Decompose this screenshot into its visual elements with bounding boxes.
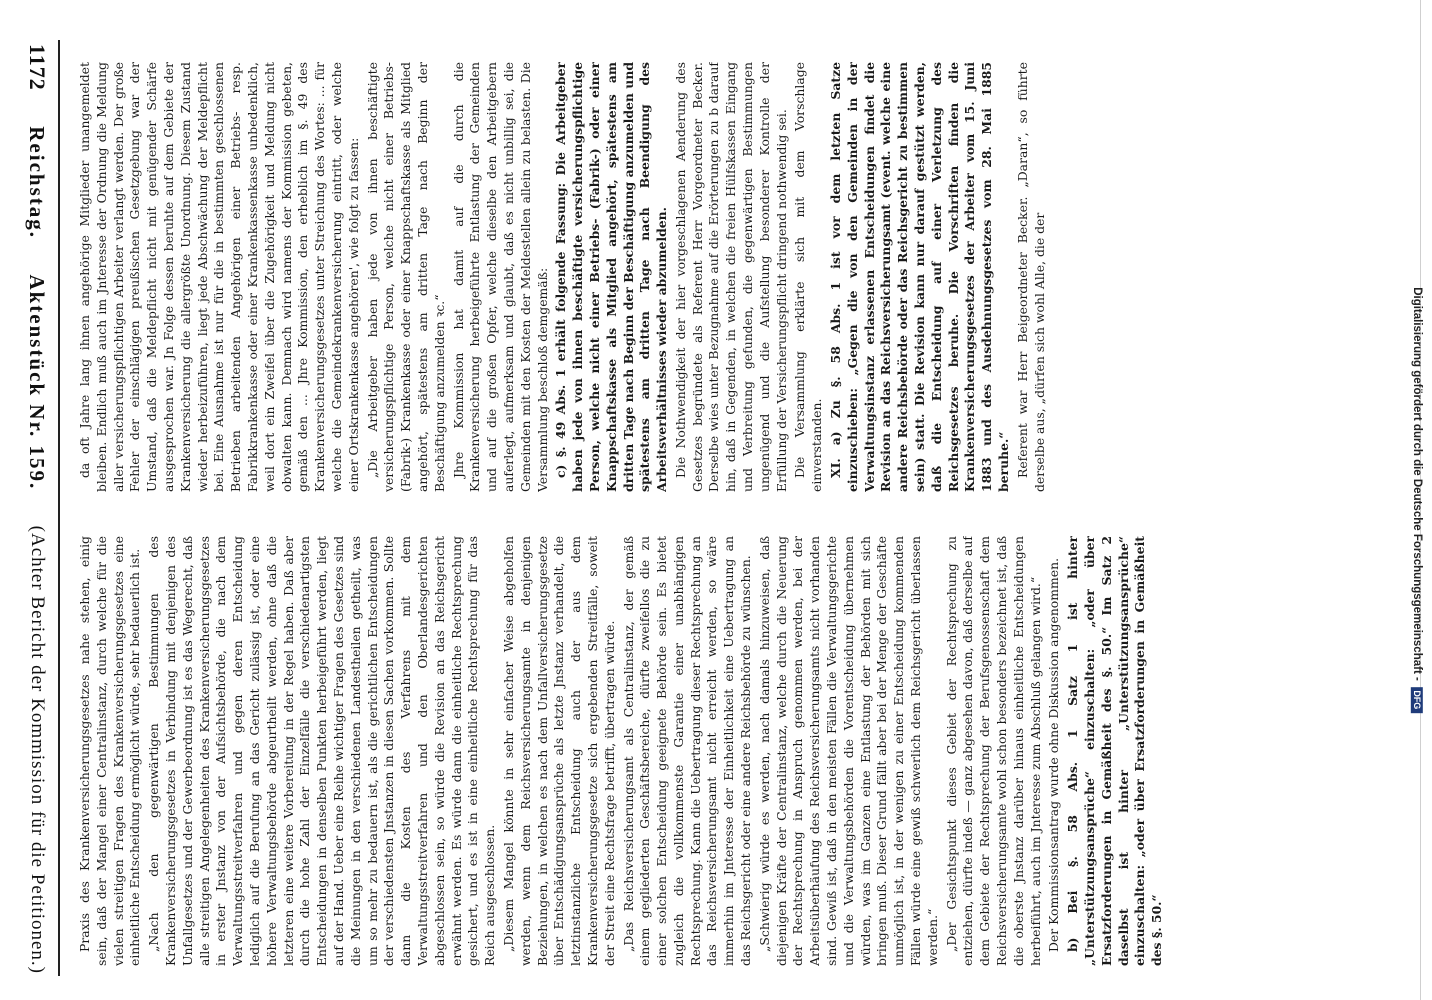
digitization-credit — [1402, 0, 1432, 1000]
paragraph: „Diesem Mangel könnte in sehr einfacher Weise abgeholfen werden, wenn dem Reichsversicherungsamte in denjenigen Beziehungen, in welchen es nach dem Unfallversicherungsgesetze über Entschädigungsansprüche als letzte Jnstanz verhandelt, die letztinstanzliche Entscheidung auch der aus dem Krankenversicherungsgesetze sich ergebenden Streitfälle, soweit der Streit eine Rechtsfrage betrifft, übertragen würde. — [500, 536, 617, 966]
paragraph: Der Kommissionsantrag wurde ohne Diskussion angenommen. — [1046, 557, 1062, 952]
right-text-column — [77, 536, 1412, 966]
paragraph: „Der Gesichtspunkt dieses Gebiet der Rechtsprechung zu entziehen, dürfte indeß — ganz abgesehen davon, daß derselbe auf dem Gebiete der Rechtsprechung der Berufsgenossenschaft dem Reichsversicherungsamte wohl schon besonders bezeichnet ist, daß die oberste Jnstanz darüber hinaus einheitliche Entscheidungen herbeiführt, auch im Jnteresse zum Abschluß gelangen wird.“ — [943, 536, 1043, 966]
running-subtitle: Aktenstück Nr. 159. — [25, 274, 50, 491]
paragraph: Die Versammlung erklärte sich mit dem Vorschlage einverstanden. — [792, 62, 825, 492]
paragraph: Jhre Kommission hat damit auf die durch die Krankenversicherung herbeigeführte Entlastung der Gemeinden und auf die großen Opfer, welche dieselbe den Arbeitgebern auferlegt, aufmerksam und glaubt, daß es nicht unbillig sei, die Gemeinden mit den Kosten der Meldestellen allein zu belasten. Die Versammlung beschloß demgemäß: — [450, 62, 550, 492]
paragraph: „Die Arbeitgeber haben jede von ihnen beschäftigte versicherungspflichtige Person, welche nicht einer Betriebs- (Fabrik-) Krankenkasse oder einer Knappschaftskasse als Mitglied angehört, spätestens am dritten Tage nach Beginn der Beschäftigung anzumelden ꝛc.“ — [364, 62, 447, 492]
paragraph: Referent war Herr Beigeordneter Becker. „Daran“, so führte derselbe aus, „dürfen sich wohl Alle, die der — [1014, 62, 1047, 492]
paragraph: da oft Jahre lang ihnen angehörige Mitglieder unangemeldet bleiben. Endlich muß auch im Jnteresse der Ordnung die Meldung aller versicherungspflichtigen Arbeiter verlangt werden. Der große Fehler der einschlägigen preußischen Gesetzgebung war der Umstand, daß die Meldepflicht nicht mit genügender Schärfe ausgesprochen war. Jn Folge dessen beruhte auf dem Gebiete der Krankenversicherung die allergrößte Unordnung. Diesem Zustand wieder herbeizuführen, liegt jede Abschwächung der Meldepflicht bei. Eine Ausnahme ist nur für die in bestimmten geschlossenen Betrieben arbeitenden Angehörigen einer Betriebs- resp. Fabrikkrankenkasse oder einer Krankenkassenkasse unbedenklich, weil dort ein Zweifel über die Zugehörigkeit und Meldung nicht obwalten kann. Demnach wird namens der Kommission gebeten, gemäß den ... Jhre Kommission, den erheblich im §. 49 des Krankenversicherungsgesetzes unter Streichung des Wortes: ... für welche die Gemeindekrankenversicherung eintritt, oder welche einer Ortskrankenkasse angehören', wie folgt zu fassen: — [77, 62, 361, 492]
paragraph: b) Bei §. 58 Abs. 1 Satz 1 ist hinter „Unterstützungsansprüche“ einzuschalten: „oder über Ersatzforderungen in Gemäßheit des §. 50.“ Im Satz 2 daselbst ist hinter „Unterstützungsansprüche“ einzuschalten: „oder über Ersatzforderungen in Gemäßheit des §. 50.“ — [1065, 536, 1165, 966]
paragraph: „Schwierig würde es werden, nach damals hinzuweisen, daß diejenigen Kräfte der Centralinstanz, welche durch die Neuerung der Rechtsprechung in Anspruch genommen werden, bei der Arbeitsüberhäufung des Reichsversicherungsamts nicht vorhanden sind. Gewiß ist, daß in den meisten Fällen die Verwaltungsgerichte und die Verwaltungsbehörden die Vorentscheidung übernehmen würden, was im Ganzen eine Entlastung der Behörden mit sich bringen muß. Dieser Grund fällt aber bei der Menge der Geschäfte unmöglich ist, in der wenigen zu einer Entscheidung kommenden Fällen würde eine gewiß schwerlich dem Reichsgericht überlassen werden.“ — [756, 536, 940, 966]
dfg-logo-icon: DFG — [1411, 687, 1423, 713]
paragraph: Die Nothwendigkeit der hier vorgeschlagenen Aenderung des Gesetzes begründete als Referent Herr Vorgeordneter Becker. Derselbe wies unter Bezugnahme auf die Erörterungen zu b darauf hin, daß in Gegenden, in welchen die freien Hülfskassen Eingang und Verbreitung gefunden, die gegenwärtigen Bestimmungen ungenügend und die Aufstellung besonderer Kontrolle der Erfüllung der Versicherungspflicht dringend nothwendig sei. — [672, 62, 789, 492]
paragraph: „Das Reichsversicherungsamt als Centralinstanz, der gemäß einem gegliederten Geschäftsbereiche, dürfte zweifellos die zu einer solchen Entscheidung geeignete Behörde sein. Es bietet zugleich die vollkommenste Garantie einer unabhängigen Rechtsprechung. Kann die Uebertragung dieser Rechtsprechung an das Reichsversicherungsamt nicht erreicht werden, so wäre immerhin im Jnteresse der Einheitlichkeit eine Uebertragung an das Reichsgericht oder eine andere Reichsbehörde zu wünschen. — [620, 536, 754, 966]
running-header — [22, 44, 52, 974]
running-topic: (Achter Bericht der Kommission für die Petitionen.) — [27, 525, 48, 974]
paragraph: Praxis des Krankenversicherungsgesetzes nahe stehen, einig sein, daß der Mangel einer Centralinstanz, durch welche für die vielen streitigen Fragen des Krankenversicherungsgesetzes eine einheitliche Entscheidung ermöglicht würde, sehr bedauerlich ist. — [77, 536, 143, 966]
header-rule — [58, 40, 60, 976]
credit-text: Digitalisierung gefördert durch die Deutsche Forschungsgemeinschaft - — [1411, 287, 1423, 681]
page-number: 1172 — [25, 44, 50, 91]
running-title: Reichstag. — [25, 126, 50, 239]
left-text-column — [77, 62, 1412, 492]
paragraph: XI. a) Zu §. 58 Abs. 1 ist vor dem letzten Satze einzuschieben: „Gegen die von den Gemeinden in der Verwaltungsinstanz erlassenen Entscheidungen findet die Revision an das Reichsversicherungsamt (event. welche eine andere Reichsbehörde oder das Reichsgericht zu bestimmen sein) statt. Die Revision kann nur darauf gestützt werden, daß die Entscheidung auf einer Verletzung des Reichsgesetzes beruhe. Die Vorschriften finden die Krankenversicherungsgesetzes der Arbeiter vom 15. Juni 1883 und des Ausdehnungsgesetzes vom 28. Mai 1885 beruhe.“ — [828, 62, 1012, 492]
paragraph: c) §. 49 Abs. 1 erhält folgende Fassung: Die Arbeitgeber haben jede von ihnen beschäftigte versicherungspflichtige Person, welche nicht einer Betriebs- (Fabrik-) oder einer Knappschaftskasse als Mitglied angehört, spätestens am dritten Tage nach Beginn der Beschäftigung anzumelden und spätestens am dritten Tage nach Beendigung des Arbeitsverhältnisses wieder abzumelden. — [553, 62, 670, 492]
paragraph: „Nach den gegenwärtigen Bestimmungen des Krankenversicherungsgesetzes in Verbindung mit denjenigen des Unfallgesetzes und der Gewerbeordnung ist es das Wegerecht, daß alle streitigen Angelegenheiten des Krankenversicherungsgesetzes in erster Jnstanz von der Aufsichtsbehörde, die nach dem Verwaltungsstreitverfahren und gegen deren Entscheidung lediglich auf die Berufung an das Gericht zulässig ist, oder eine höhere Verwaltungsbehörde abgeurtheilt werden, ohne daß die letzteren eine weitere Vorbereitung in der Regel haben. Daß aber durch die hohe Zahl der Einzelfälle die verschiedenartigsten Entscheidungen in denselben Punkten herbeigeführt werden, liegt auf der Hand. Ueber eine Reihe wichtiger Fragen des Gesetzes sind die Meinungen in den verschiedenen Landestheilen getheilt, was um so mehr zu bedauern ist, als die gerichtlichen Entscheidungen der verschiedensten Jnstanzen in diesen Sachen vorkommen. Sollte dann die Kosten des Verfahrens mit dem Verwaltungsstreitverfahren und den Oberlandesgerichten abgeschlossen sein, so würde die Revision an das Reichsgericht erwähnt werden. Es würde dann die einheitliche Rechtsprechung gesichert, und es ist in eine einheitliche Rechtsprechung für das Reich ausgeschlossen. — [146, 536, 498, 966]
